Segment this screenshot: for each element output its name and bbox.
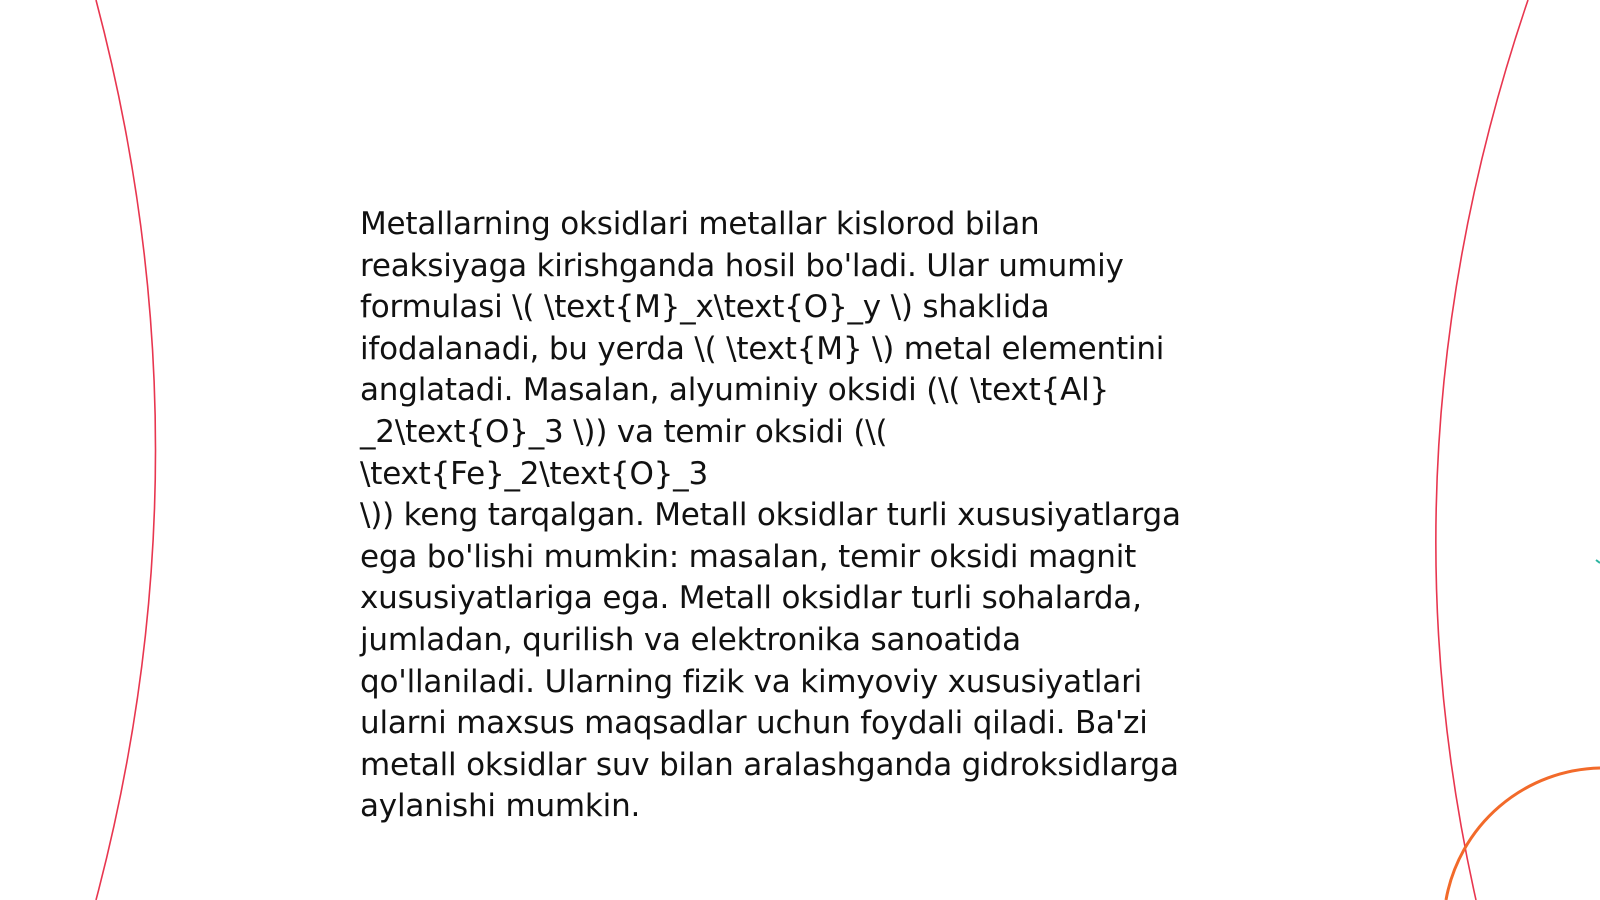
left-arc-line xyxy=(96,0,156,900)
right-arc-line xyxy=(1436,0,1528,900)
orange-circle-arc xyxy=(1446,768,1600,900)
slide-body-text: Metallarning oksidlari metallar kislorod bilan reaksiyaga kirishganda hosil bo'ladi. Ular umumiy formulasi \( \text{M}_x\text{O}_y \) shaklida ifodalanadi, bu yerda \( \text{M} \) metal elementini anglatadi. Masalan, alyuminiy oksidi (\( \text{Al} _2\text{O}_3 \)) va temir oksidi (\( \text{Fe}_2\text{O}_3 \)) keng tarqalgan. Metall oksidlar turli xususiyatlarga ega bo'lishi mumkin: masalan, temir oksidi magnit xususiyatlariga ega. Metall oksidlar turli sohalarda, jumladan, qurilish va elektronika sanoatida qo'llaniladi. Ularning fizik va kimyoviy xususiyatlari ularni maxsus maqsadlar uchun foydali qiladi. Ba'zi metall oksidlar suv bilan aralashganda gidroksidlarga aylanishi mumkin. xyxy=(360,206,1181,825)
teal-accent-mark xyxy=(1596,560,1600,563)
